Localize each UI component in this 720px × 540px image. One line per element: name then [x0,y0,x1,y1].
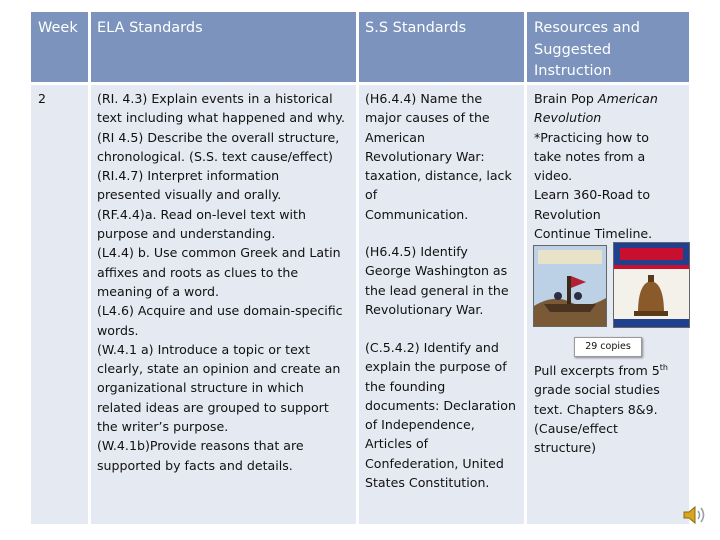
excerpt-details: grade social studies text. Chapters 8&9. (Cause/effect structure) [534,382,660,456]
excerpt-line: Pull excerpts from 5 [534,363,660,379]
week-number: 2 [38,91,47,106]
ela-standards-text: (RI. 4.3) Explain events in a historical text including what happened and why. (RI 4.5) Describe the overall structure, chronological. (S.S. text cause/effect) (RI.4.7) Interpret information presented visually and orally. (RF.4.4)a. Read on-level text with purpose and understanding. (L4.4) b. Use common Greek and Latin affixes and roots as clues to the meaning of a word. (L4.6) Acquire and use domain-specific words. (W.4.1 a) Introduce a topic or text clearly, state an opinion and create an organizational structure in which related ideas are grouped to support the writer’s purpose. (W.4.1b)Provide reasons that are supported by facts and details. [97,91,345,473]
ss-standard-c542: (C.5.4.2) Identify and explain the purpose of the founding documents: Declaration of Independence, Articles of Confederation, United States Constitution. [365,340,516,491]
resources-text-2 [534,358,689,458]
header-resources: Resources and Suggested Instruction [534,20,640,79]
header-week: Week [38,20,78,36]
speaker-icon[interactable] [682,503,708,527]
brainpop-title: American Revolution [534,91,658,126]
brainpop-label: Brain Pop [534,91,598,106]
ss-standard-h644: (H6.4.4) Name the major causes of the American Revolutionary War: taxation, distance, lack of Communication. [365,91,512,222]
resources-notes: *Practicing how to take notes from a video. Learn 360-Road to Revolution Continue Timeline. [534,129,653,242]
resources-text-1 [534,89,684,243]
book-cover-washington-image [533,245,607,327]
ss-standard-h645: (H6.4.5) Identify George Washington as the lead general in the Revolutionary War. [365,244,509,317]
header-ela: ELA Standards [97,20,203,36]
header-ss: S.S Standards [365,20,467,36]
cell-week [31,85,88,524]
superscript-th: th [659,363,669,372]
copies-callout: 29 copies [574,337,642,357]
book-cover-liberty-bell-image [613,242,690,328]
